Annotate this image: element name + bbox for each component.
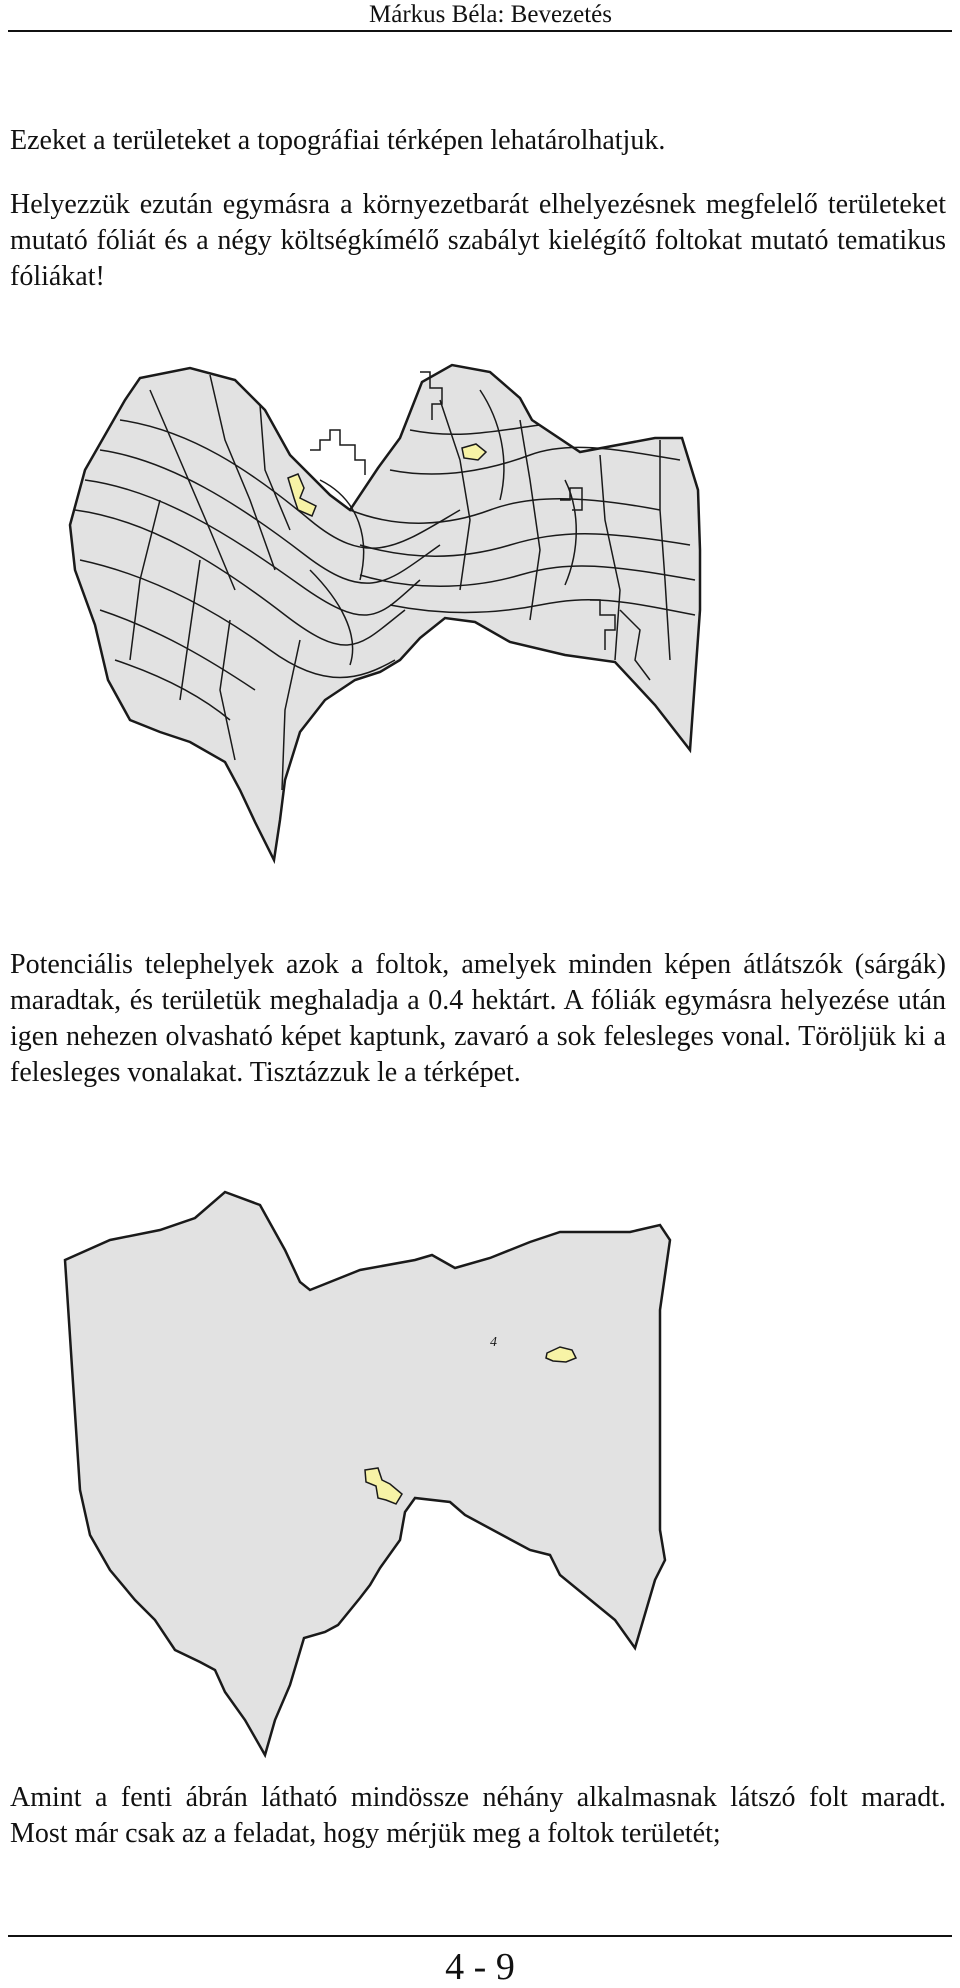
paragraph-4: Amint a fenti ábrán látható mindössze néhány alkalmasnak látszó folt maradt. Most már csak az a feladat, hogy mérjük meg a foltok területét; (10, 1782, 946, 1849)
map-label: 4 (490, 1335, 497, 1350)
overlay-map (60, 360, 840, 930)
page-number: 4 - 9 (445, 1946, 515, 1988)
page-header (0, 0, 960, 40)
paragraph-1: Ezeket a területeket a topográfiai térképen lehatárolhatjuk. (10, 125, 666, 156)
footer-rule (8, 1935, 952, 1937)
header-title: Márkus Béla: Bevezetés (369, 1, 612, 28)
paragraph-2: Helyezzük ezután egymásra a környezetbarát elhelyezésnek megfelelő területeket mutató fóliát és a négy költségkímélő szabályt kielégítő foltokat mutató tematikus fóliákat! (10, 189, 946, 292)
cleaned-map (60, 1180, 840, 1760)
paragraph-3: Potenciális telephelyek azok a foltok, amelyek minden képen átlátszók (sárgák) maradtak, és területük meghaladja a 0.4 hektárt. A fóliák egymásra helyezése után igen nehezen olvasható képet kaptunk, zavaró a sok felesleges vonal. Töröljük ki a felesleges vonalakat. Tisztázzuk le a térképet. (10, 949, 946, 1088)
map-outline (70, 365, 700, 860)
header-rule (8, 30, 952, 32)
